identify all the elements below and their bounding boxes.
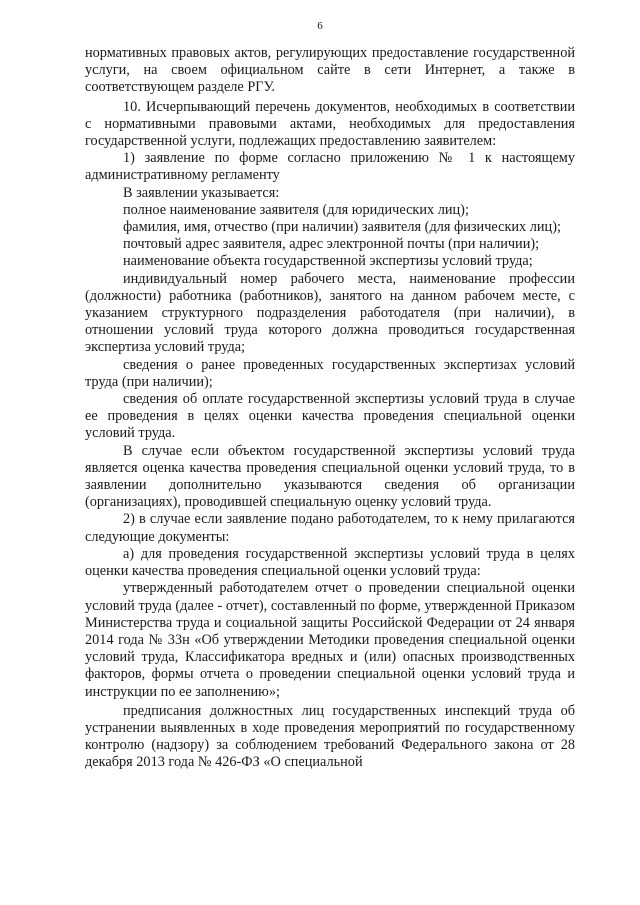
- paragraph: предписания должностных лиц государственных инспекций труда об устранении выявленных в ходе проведения мероприятий по государственному контролю (надзору) за соблюдением требований Федерального закона от 28 декабря 2013 года № 426-ФЗ «О специальной: [85, 702, 575, 771]
- page-number: 6: [317, 20, 323, 32]
- paragraph: сведения об оплате государственной экспертизы условий труда в случае ее проведения в целях оценки качества проведения специальной оценки условий труда.: [85, 391, 575, 442]
- paragraph: В заявлении указывается:: [123, 184, 280, 201]
- paragraph: нормативных правовых актов, регулирующих предоставление государственной услуги, на своем официальном сайте в сети Интернет, а также в соответствующем разделе РГУ.: [85, 45, 575, 96]
- paragraph: а) для проведения государственной экспертизы условий труда в целях оценки качества проведения специальной оценки условий труда:: [85, 545, 575, 580]
- paragraph: полное наименование заявителя (для юридических лиц);: [123, 201, 469, 218]
- paragraph: утвержденный работодателем отчет о проведении специальной оценки условий труда (далее - отчет), составленный по форме, утвержденной Приказом Министерства труда и социальной защиты Российской Федерации от 24 января 2014 года № 33н «Об утверждении Методики проведения специальной оценки условий труда, Классификатора вредных и (или) опасных производственных факторов, формы отчета о проведении специальной оценки условий труда и инструкции по ее заполнению»;: [85, 580, 575, 700]
- paragraph: 2) в случае если заявление подано работодателем, то к нему прилагаются следующие документы:: [85, 511, 575, 545]
- paragraph: сведения о ранее проведенных государственных экспертизах условий труда (при наличии);: [85, 356, 575, 390]
- document-body: [85, 45, 575, 772]
- paragraph: почтовый адрес заявителя, адрес электронной почты (при наличии);: [123, 236, 540, 253]
- paragraph: В случае если объектом государственной экспертизы условий труда является оценка качества проведения специальной оценки условий труда, то в заявлении дополнительно указываются сведения об организации (организациях), проводившей специальную оценку условий труда.: [85, 442, 575, 511]
- paragraph: 1) заявление по форме согласно приложению № 1 к настоящему административному регламенту: [85, 150, 575, 184]
- paragraph: 10. Исчерпывающий перечень документов, необходимых в соответствии с нормативными правовыми актами, необходимых для предоставления государственной услуги, подлежащих предоставлению заявителем:: [85, 98, 575, 150]
- paragraph: индивидуальный номер рабочего места, наименование профессии (должности) работника (работников), занятого на данном рабочем месте, с указанием структурного подразделения работодателя (при наличии), в отношении условий труда которого должна проводиться государственная экспертиза условий труда;: [85, 270, 575, 356]
- paragraph: наименование объекта государственной экспертизы условий труда;: [123, 253, 533, 270]
- paragraph: фамилия, имя, отчество (при наличии) заявителя (для физических лиц);: [123, 219, 561, 236]
